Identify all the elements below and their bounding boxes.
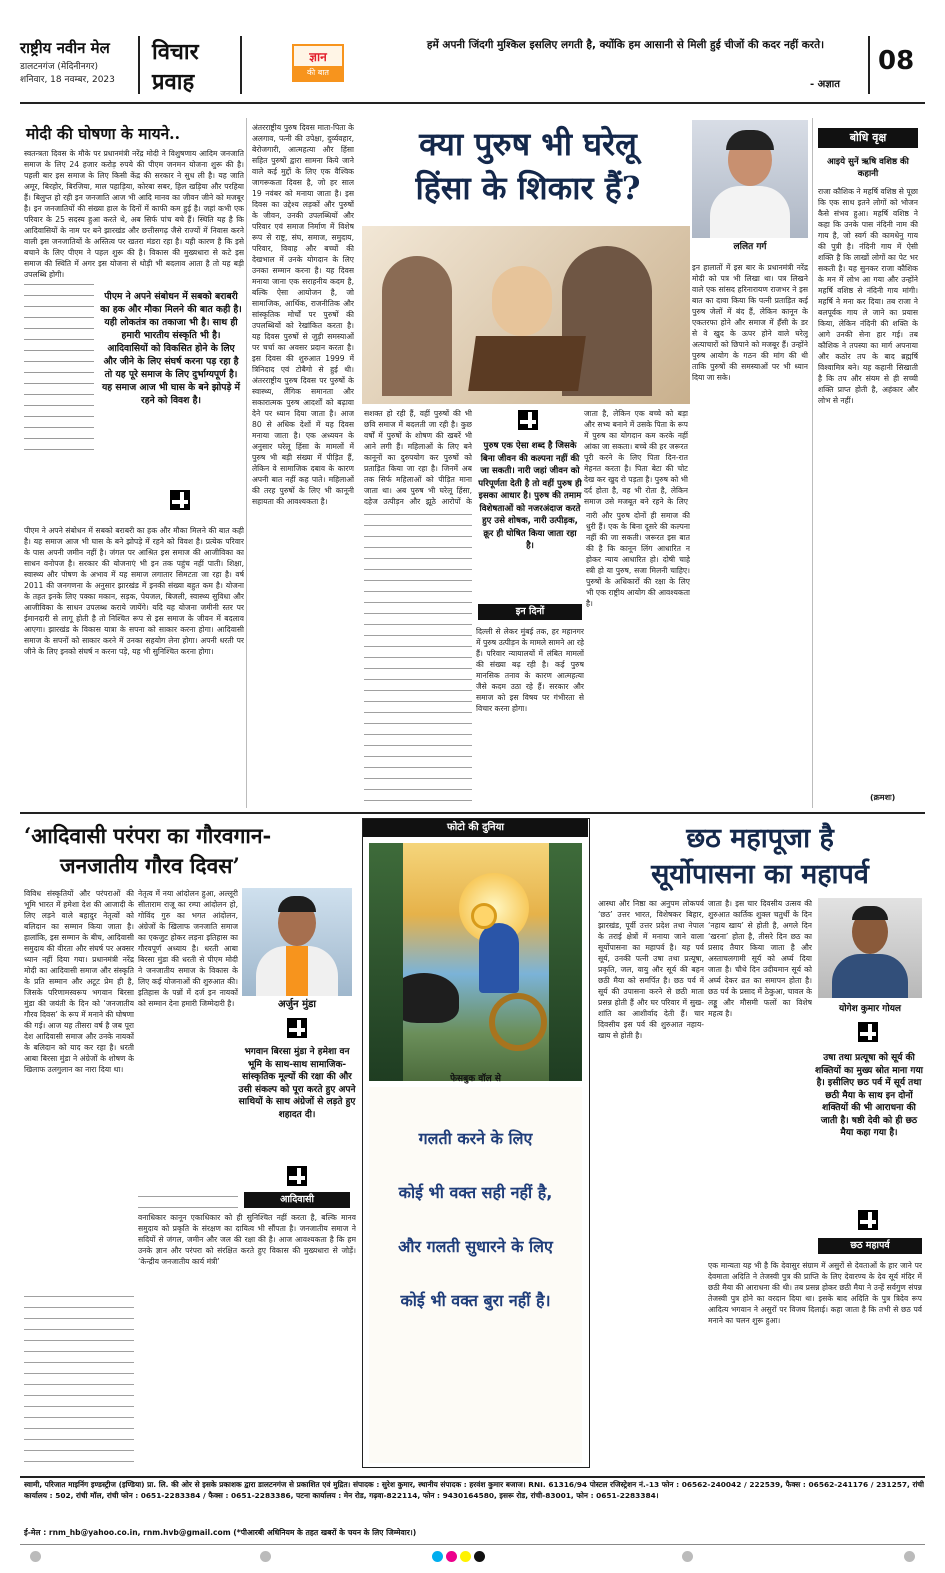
feature-pull-quote: पुरुष एक ऐसा शब्द है जिसके बिना जीवन की कल्पना नहीं की जा सकती। नारी जहां जीवन को परिपूर्णता देती है तो वहीं पुरुष ही इसका आधार है। पुरुष की तमाम विशेषताओं को नजरअंदाज करते हुए उसे शोषक, नारी उत्पीड़क, क्रूर ही घोषित किया जाता रहा है। (478, 441, 582, 551)
feature-headline-1: क्या पुरुष भी घरेलू (419, 125, 637, 163)
col1-headline: मोदी की घोषणा के मायने.. (26, 124, 180, 143)
story3-body-2: जाता है। इस चार दिवसीय उत्सव की शुरुआत कार्तिक शुक्ल चतुर्थी के दिन ‘नहाय खाय’ से होती है, अगले दिन ‘खरना’ होता है, तीसरे दिन छठ का प्रसाद तैयार किया जाता है और अस्ताचलगामी सूर्य को अर्घ्य दिया जाता है। चौथे दिन उदीयमान सूर्य को अर्घ्य देकर व्रत का समापन होता है। छठ पर्व के प्रसाद में ठेकुआ, चावल के लड्डू और मौसमी फलों का विशेष महत्व है। (708, 899, 812, 1018)
masthead (20, 36, 925, 98)
sidebar-subtitle: आइये सुनें ऋषि वशिष्ठ की कहानी (827, 157, 909, 179)
story2-body-1: विविध संस्कृतियों और परंपराओं की भूमि भारत में हमेशा देश की आजादी के लिए लड़ने वाले बहादुर नेतृत्वों को बलिदान का सम्मान किया जाता है। हालांकि, इस सम्मान के बीच, आदिवासी समुदाय की वीरता और संघर्ष पर अक्सर ध्यान नहीं दिया गया। प्रधानमंत्री नरेंद्र मोदी का आदिवासी समाज और संस्कृति के प्रति सम्मान और अटूट प्रेम ही है, जिसके परिणामस्वरूप भगवान बिरसा मुंडा की जयंती के दिन को ‘जनजातीय गौरव दिवस’ के रूप में मनाने की घोषणा की गई। आज यह तीसरा वर्ष है जब पूरा देश आदिवासी समाज और उनके नायकों के बलिदान को याद कर रहा है। धरती आबा बिरसा मुंडा ने अंग्रेजों के शोषण के खिलाफ उलगुलान का नारा दिया था। (24, 889, 134, 1074)
col1-body-1: स्वतन्त्रता दिवस के मौके पर प्रधानमंत्री नरेंद्र मोदी ने विशुषणाय आदिम जनजाति समाज के लिए 24 हजार करोड़ रुपये की पीएम जनमन योजना शुरू की है। पहली बार इस समाज के लिए किसी केंद्र की सरकार ने सुध ली है। यह जाति अमूर, बिरहोर, बिरजिया, माल पहाड़िया, कोरबा सबर, हिल खड़िया और परहिया हैं। बिलुप्त हो रही इन जनजाति आज भी आदि मानव का जीवन जीने को मजबूर है। इन जनजातियों की संख्या हाल के दिनों में काफी कम हुई है। जहां कभी एक परिवार के 25 सदस्य हुआ करते थे, अब सिर्फ पांच बचे हैं। स्थिति यह है कि आदिवासियों के नाम पर बने झारखंड और छत्तीसगढ़ जैसे राज्यों में निवास करने वाली इस जनजातियों के अस्तित्व पर खतरा मंडरा रहा है। यही कारण है कि इसे बचाने के लिए पीएम ने पहल शुरू की है। विकास की मुख्यधारा से कटे इस समाज की स्थिति में अगर इस योजना से थोड़ी भी बदलाव आता है तो यह बड़ी उपलब्धि होगी। (24, 149, 244, 278)
quote-text: हमें अपनी जिंदगी मुश्किल इसलिए लगती है, क्योंकि हम आसानी से मिली हुई चीजों की कदर नहीं करते। (426, 39, 825, 51)
story3-headline-1: छठ महापूजा है (686, 823, 834, 854)
story2-body-2: नेतृत्व में नया आंदोलन हुआ, अल्लूरी सीताराम राजू का रम्पा आंदोलन हो, गोविंद गुरु का भगत आंदोलन, अंग्रेजों के खिलाफ जनजाति समाज का एकजुट होकर लड़ना इतिहास का गौरवपूर्ण अध्याय है। धरती आबा बिरसा मुंडा की धरती से पीएम मोदी ने जनजातीय समाज के विकास के लिए कई योजनाओं की शुरुआत की। इतिहास के पन्नों में दर्ज इन नायकों को सम्मान देना हमारी जिम्मेदारी है। (138, 889, 238, 1008)
story3-headline-2: सूर्योपासना का महापर्व (651, 859, 869, 890)
qr-code-icon (287, 1166, 307, 1186)
qr-code-icon (858, 1210, 878, 1230)
author-photo-lalit (692, 120, 808, 252)
col1-body-2: पीएम ने अपने संबोधन में सबको बराबरी का हक और मौका मिलने की बात कही है। यह समाज आज भी घास के बने झोपड़े में रहने को विवश है। प्रत्येक परिवार के पास अपनी जमीन नहीं है। जंगल पर आश्रित इस समाज की आजीविका का साधन वनोपज है। सरकार की योजनाएं भी इन तक पहुंच नहीं पाती। शिक्षा, स्वास्थ्य और पोषण के अभाव में यह समाज लगातार सिमटता जा रहा है। वर्ष 2011 की जनगणना के अनुसार झारखंड में इनकी संख्या बहुत कम है। योजना के तहत इनके लिए पक्का मकान, सड़क, पेयजल, बिजली, स्वास्थ्य सुविधा और आजीविका के साधन उपलब्ध कराये जायेंगे। यदि यह योजना जमीनी स्तर पर ईमानदारी से लागू होती है तो निश्चित रूप से इस समाज के जीवन में बदलाव आएगा। झारखंड के विकास यात्रा के सपना को साकार करना होगा। आदिवासी समाज के सपनों को साकार करने में उनका सहयोग लेना होगा। अपनी धरती पर जीने के लिए इनको संघर्ष न करना पड़े, यह भी सुनिश्चित करना होगा। (24, 526, 244, 656)
author-name-lalit: ललित गर्ग (733, 242, 767, 252)
author-photo-yogesh (818, 898, 922, 998)
gyan-badge-bottom: की बात (294, 66, 342, 80)
feature-body-a: सशक्त हो रही हैं, वहीं पुरुषों की भी छवि समाज में बदलती जा रही है। कुछ वर्षों में पुरुषों के शोषण की खबरें भी आने लगी हैं। महिलाओं के लिए बने कानूनों का दुरुपयोग कर पुरुषों को प्रताड़ित किया जा रहा है। जिनमें अब तक सिर्फ महिलाओं को पीड़ित माना जाता था। अब पुरुष भी घरेलू हिंसा, दहेज उत्पीड़न और झूठे आरोपों के (364, 409, 472, 506)
photo-label: फोटो की दुनिया (363, 819, 588, 837)
gyan-badge (292, 44, 344, 82)
story3-body-3: एक मान्यता यह भी है कि देवासुर संग्राम में असुरों से देवताओं के हार जाने पर देवमाता अदिति ने तेजस्वी पुत्र की प्राप्ति के लिए देवारण्य के देव सूर्य मंदिर में छठी मैया की आराधना की थी। तब प्रसन्न होकर छठी मैया ने उन्हें सर्वगुण संपन्न तेजस्वी पुत्र होने का वरदान दिया था। इसके बाद अदिति के पुत्र त्रिदेव रूप आदित्य भगवान ने असुरों पर विजय दिलाई। कहा जाता है कि तभी से छठ पर्व मनाने का चलन शुरू हुआ। (708, 1261, 922, 1325)
photo-quote-panel (369, 1087, 582, 1463)
adivasi-label: आदिवासी (244, 1192, 350, 1208)
feature-photo-family-reading (362, 226, 690, 404)
story2-headline-1: ‘आदिवासी परंपरा का गौरवगान- (24, 823, 272, 848)
photo-quote-1: गलती करने के लिए (418, 1129, 533, 1148)
story3-pull-quote: उषा तथा प्रत्यूषा को सूर्य की शक्तियों का मुख्य स्रोत माना गया है। इसीलिए छठ पर्व में सूर्य तथा छठी मैया के साथ इन दोनों शक्तियों की भी आराधना की जाती है। षष्ठी देवी को ही छठ मैया कहा गया है। (814, 1053, 924, 1138)
author-photo-arjun (242, 888, 352, 996)
place-line: डालटनगंज (मेदिनीनगर) (20, 62, 98, 72)
col2-body: अंतरराष्ट्रीय पुरुष दिवस माता-पिता के अलगाव, पत्नी की उपेक्षा, दुर्व्यवहार, बेरोजगारी, आत्महत्या और हिंसा सहित पुरुषों द्वारा सामना किये जाने वाले कई मुद्दों के लिए एक वैश्विक जागरूकता दिवस है, जो हर साल 19 नवंबर को मनाया जाता है। इस दिवस का उद्देश्य लड़कों और पुरुषों के जीवन, उनकी उपलब्धियों और परिवार एवं समाज निर्माण में विशेष रूप से राष्ट्र, संघ, समाज, समुदाय, परिवार, विवाह और बच्चों की देखभाल में उनके योगदान के लिए उनका सम्मान करना है। यह दिवस मनाया जाना एक सराहनीय कदम है, बल्कि ऐसा आयोजन है, जो सामाजिक, आर्थिक, राजनीतिक और सांस्कृतिक मोर्चों पर पुरुषों की उपलब्धियों को रेखांकित करता है। यह दिवस पुरुषों से जुड़ी समस्याओं पर चर्चा का अवसर प्रदान करता है। इस दिवस की शुरुआत 1999 में त्रिनिदाद एवं टोबैगो से हुई थी। अंतरराष्ट्रीय पुरुष दिवस पर पुरुषों के स्वास्थ्य, लैंगिक समानता और सकारात्मक पुरुष आदर्शों को बढ़ावा देने पर ध्यान दिया जाता है। आज 80 से अधिक देशों में यह दिवस मनाया जाता है। एक अध्ययन के अनुसार घरेलू हिंसा के मामलों में पुरुष भी बड़ी संख्या में पीड़ित हैं, लेकिन वे सामाजिक दबाव के कारण अपनी बात नहीं कह पाते। महिलाओं की तरह पुरुषों के लिए भी कानूनी सहायता की आवश्यकता है। (252, 123, 354, 506)
photo-quote-4: कोई भी वक्त बुरा नहीं है। (400, 1291, 551, 1310)
photo-credit: फेसबुक वॉल से (450, 1074, 501, 1084)
col1-body-1b (24, 280, 94, 460)
date-line: शनिवार, 18 नवम्बर, 2023 (20, 75, 115, 85)
paper-name: राष्ट्रीय नवीन मेल (20, 39, 110, 57)
qr-code-icon (858, 1022, 878, 1042)
photo-deity-chariot (369, 843, 582, 1081)
color-register-dot (446, 1551, 457, 1562)
quote-author: - अज्ञात (810, 79, 840, 90)
story3-body-1: आस्था और निष्ठा का अनुपम लोकपर्व ‘छठ’ उत्तर भारत, विशेषकर बिहार, झारखंड, पूर्वी उत्तर प्रदेश तथा नेपाल के तराई क्षेत्रों में मनाया जाने वाला सूर्योपासना का महापर्व है। यह पर्व सूर्य, उनकी पत्नी उषा तथा प्रत्यूषा, प्रकृति, जल, वायु और सूर्य की बहन छठी मैया को समर्पित है। छठ पर्व में सूर्य की उपासना करने से छठी माता प्रसन्न होती हैं और घर परिवार में सुख-शांति का आशीर्वाद देती हैं। चार दिवसीय इस पर्व की शुरुआत नहाय-खाय से होती है। (598, 899, 704, 1040)
in-dinon-label: इन दिनों (478, 604, 582, 620)
qr-code-icon (170, 490, 190, 510)
qr-code-icon (518, 410, 538, 430)
color-register-dot (460, 1551, 471, 1562)
color-register-dot (432, 1551, 443, 1562)
page-number: 08 (878, 46, 915, 76)
color-register-dot (260, 1551, 271, 1562)
story2-headline-2: जनजातीय गौरव दिवस’ (60, 853, 240, 878)
color-register-dot (30, 1551, 41, 1562)
feature-body-d: दिल्ली से लेकर मुंबई तक, हर महानगर में पुरुष उत्पीड़न के मामले सामने आ रहे हैं। परिवार न्यायालयों में लंबित मामलों की संख्या बढ़ रही है। कई पुरुष मानसिक तनाव के कारण आत्महत्या जैसे कदम उठा रहे हैं। सरकार और समाज को इस विषय पर गंभीरता से विचार करना होगा। (476, 627, 584, 713)
feature-body-b: जाता है, लेकिन एक बच्चे को बड़ा और सभ्य बनाने में उसके पिता के रूप में पुरुष का योगदान कम करके नहीं आंका जा सकता। बच्चे की हर जरूरत पूरी करने के लिए पिता दिन-रात मेहनत करता है। पिता बेटा की चोट देख कर खुद रो पड़ता है। पुरुष को भी दर्द होता है, वह भी रोता है, लेकिन समाज उसे मजबूत बने रहने के लिए (584, 409, 688, 506)
photo-box (362, 818, 590, 1468)
feature-headline-2: हिंसा के शिकार हैं? (415, 169, 641, 207)
qr-code-icon (287, 1018, 307, 1038)
section-title-2: प्रवाह (152, 69, 195, 95)
gyan-badge-top: ज्ञान (309, 50, 327, 64)
author-name-arjun: अर्जुन मुंडा (277, 999, 316, 1010)
bodhi-vriksh-label: बोधि वृक्ष (818, 128, 918, 148)
chhath-label: छठ महापर्व (818, 1238, 922, 1254)
color-register-dot (474, 1551, 485, 1562)
color-register-dot (682, 1551, 693, 1562)
section-title-1: विचार (152, 39, 199, 65)
story2-pull-quote: भगवान बिरसा मुंडा ने हमेशा वन भूमि के साथ-साथ सामाजिक-सांस्कृतिक मूल्यों की रक्षा की और उसी संकल्प को पूरा करते हुए अपने साथियों के साथ अंग्रेजों से लड़ते हुए शहादत दी। (238, 1047, 356, 1120)
color-register-dot (904, 1551, 915, 1562)
feature-body-e: नारी और पुरुष दोनों ही समाज की धुरी हैं। एक के बिना दूसरे की कल्पना नहीं की जा सकती। जरूरत इस बात की है कि कानून लिंग आधारित न होकर न्याय आधारित हो। दोषी चाहे स्त्री हो या पुरुष, सजा मिलनी चाहिए। पुरुषों के अधिकारों की रक्षा के लिए भी एक राष्ट्रीय आयोग की आवश्यकता है। (586, 511, 690, 608)
photo-quote-2: कोई भी वक्त सही नहीं है, (398, 1183, 553, 1202)
story2-body-1b (24, 1292, 134, 1462)
sidebar-end: (क्रमशः) (870, 793, 896, 802)
author-name-yogesh: योगेश कुमार गोयल (838, 1004, 902, 1014)
sidebar-body: राजा कौशिक ने महर्षि वशिष्ठ से पूछा कि एक साथ इतने लोगों को भोजन कैसे संभव हुआ। महर्षि वशिष्ठ ने कहा कि उनके पास नंदिनी नाम की गाय है, जो स्वर्ग की कामधेनु गाय की पुत्री है। नंदिनी गाय में ऐसी शक्ति है कि लाखों लोगों का पेट भर सकती है। यह सुनकर राजा कौशिक के मन में लोभ आ गया और उन्होंने महर्षि वशिष्ठ से नंदिनी गाय मांगी। महर्षि ने मना कर दिया। तब राजा ने बलपूर्वक गाय ले जाने का प्रयास किया, लेकिन नंदिनी की शक्ति के आगे उनकी सेना हार गई। तब कौशिक ने तपस्या का मार्ग अपनाया और कठोर तप के बाद ब्रह्मर्षि विश्वामित्र बने। यह कहानी सिखाती है कि तप और संयम से ही सच्ची शक्ति प्राप्त होती है, अहंकार और लोभ से नहीं। (818, 187, 918, 405)
footer-imprint: स्वामी, परिजात माइनिंग इण्डस्ट्रीज (इण्डिया) प्रा. लि. की ओर से इसके प्रकाशक द्वारा डालटनगंज से प्रकाशित एवं मुद्रित। संपादक : सुरेश कुमार, स्थानीय संपादक : हरवंश कुमार बजाज। RNI. 61316/94 पोस्टल रजिस्ट्रेशन नं.-13 फोन : 06562-240042 / 222539, फैक्स : 06562-241176 / 231257, रांची कार्यालय : 502, रांची मॉल, रांची फोन : 0651-2283384 / फैक्स : 0651-2283386, पटना कार्यालय : मेन रोड, गढ़वा-822114, फोन : 9430164580, इसरू रोड, रांची-83001, फोन : 0651-2283384। (24, 1480, 924, 1500)
footer-email: ई-मेल : rnm_hb@yahoo.co.in, rnm.hvb@gmail.com (*पीआरबी अधिनियम के तहत खबरों के चयन के लिए जिम्मेवार।) (24, 1528, 417, 1537)
story2-body-3: वनाधिकार कानून एकाधिकार को ही सुनिश्चित नहीं करता है, बल्कि मानव समुदाय को प्रकृति के संरक्षण का दायित्व भी सौंपता है। जनजातीय समाज ने सदियों से जंगल, जमीन और जल की रक्षा की है। आज आवश्यकता है कि हम उनके ज्ञान और परंपरा को संरक्षित करते हुए विकास की मुख्यधारा से जोड़ें। ‘केन्द्रीय जनजातीय कार्य मंत्री’ (138, 1212, 356, 1468)
feature-body-a2 (364, 510, 472, 806)
photo-quote-3: और गलती सुधारने के लिए (398, 1237, 553, 1256)
feature-body-c: इन हालातों में इस बार के प्रधानमंत्री नरेंद्र मोदी को पत्र भी लिखा था। पत्र लिखने वाले एक सांसद हरिनारायण राजभर ने इस बात का दावा किया कि पत्नी प्रताड़ित कई पुरुष जेलों में बंद हैं, लेकिन कानून के एकतरफा होने और समाज में हँसी के डर से वे खुद के ऊपर होने वाले घरेलू अत्याचारों को छिपाने को मजबूर हैं। उन्होंने पुरुष आयोग के गठन की मांग की थी ताकि पुरुषों की समस्याओं पर भी ध्यान दिया जा सके। (692, 263, 808, 382)
col1-pull-quote: पीएम ने अपने संबोधन में सबको बराबरी का हक और मौका मिलने की बात कही है। यही लोकतंत्र का तकाजा भी है। साथ ही हमारी भारतीय संस्कृति भी है। आदिवासियों को विकसित होने के लिए और जीने के लिए संघर्ष करना पड़ रहा है तो यह पूरे समाज के लिए दुर्भाग्यपूर्ण है। यह समाज आज भी घास के बने झोपड़े में रहने को विवश है। (100, 291, 242, 406)
